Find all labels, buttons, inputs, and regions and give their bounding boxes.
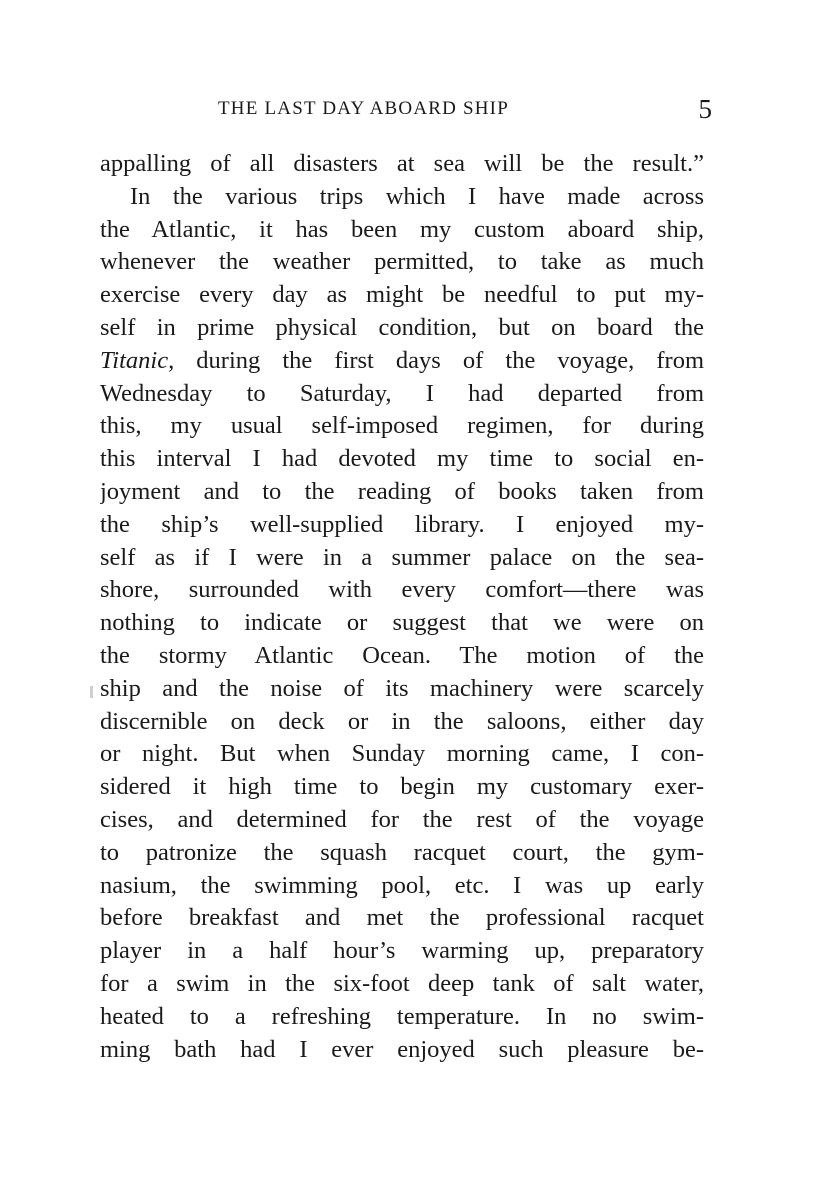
running-head-title: THE LAST DAY ABOARD SHIP xyxy=(218,98,509,119)
text-line: appalling of all disasters at sea will be the result.” xyxy=(100,150,704,177)
text-line: ship and the noise of its machinery were scarcely xyxy=(100,674,704,702)
text-line: joyment and to the reading of books taken from xyxy=(100,477,704,505)
print-speck xyxy=(90,686,93,698)
text-line: self in prime physical condition, but on board the xyxy=(100,313,704,341)
text-line: this interval I had devoted my time to social en- xyxy=(100,445,704,473)
text-line: the Atlantic, it has been my custom aboard ship, xyxy=(100,215,704,243)
text-line: to patronize the squash racquet court, the gym- xyxy=(100,838,704,866)
text-line: before breakfast and met the professional racquet xyxy=(100,904,704,932)
text-line: player in a half hour’s warming up, preparatory xyxy=(100,937,704,965)
body-text xyxy=(100,148,704,1066)
text-line: discernible on deck or in the saloons, either day xyxy=(100,707,704,735)
text-line: nasium, the swimming pool, etc. I was up early xyxy=(100,871,704,899)
text-line: this, my usual self-imposed regimen, for during xyxy=(100,412,704,440)
text-line: sidered it high time to begin my customary exer- xyxy=(100,773,704,801)
page-number: 5 xyxy=(698,94,712,124)
text-line: the ship’s well-supplied library. I enjoyed my- xyxy=(100,510,704,538)
text-line: In the various trips which I have made across xyxy=(130,182,704,210)
ship-name-italic: Titanic, xyxy=(100,346,175,374)
text-line: exercise every day as might be needful to put my- xyxy=(100,281,704,309)
text-line: heated to a refreshing temperature. In no swim- xyxy=(100,1002,704,1030)
text-line: nothing to indicate or suggest that we were on xyxy=(100,609,704,637)
text-line: the stormy Atlantic Ocean. The motion of the xyxy=(100,641,704,669)
text-line-rest: during the first days of the voyage, from xyxy=(174,346,704,374)
text-line: whenever the weather permitted, to take as much xyxy=(100,248,704,276)
text-line: or night. But when Sunday morning came, I con- xyxy=(100,740,704,768)
text-line: ming bath had I ever enjoyed such pleasure be- xyxy=(100,1035,704,1063)
text-line: self as if I were in a summer palace on the sea- xyxy=(100,543,704,571)
text-line: cises, and determined for the rest of the voyage xyxy=(100,805,704,833)
text-line: shore, surrounded with every comfort—there was xyxy=(100,576,704,604)
text-line: for a swim in the six-foot deep tank of salt water, xyxy=(100,969,704,997)
text-line: Wednesday to Saturday, I had departed from xyxy=(100,379,704,407)
running-head xyxy=(100,94,712,134)
text-line xyxy=(100,345,704,378)
